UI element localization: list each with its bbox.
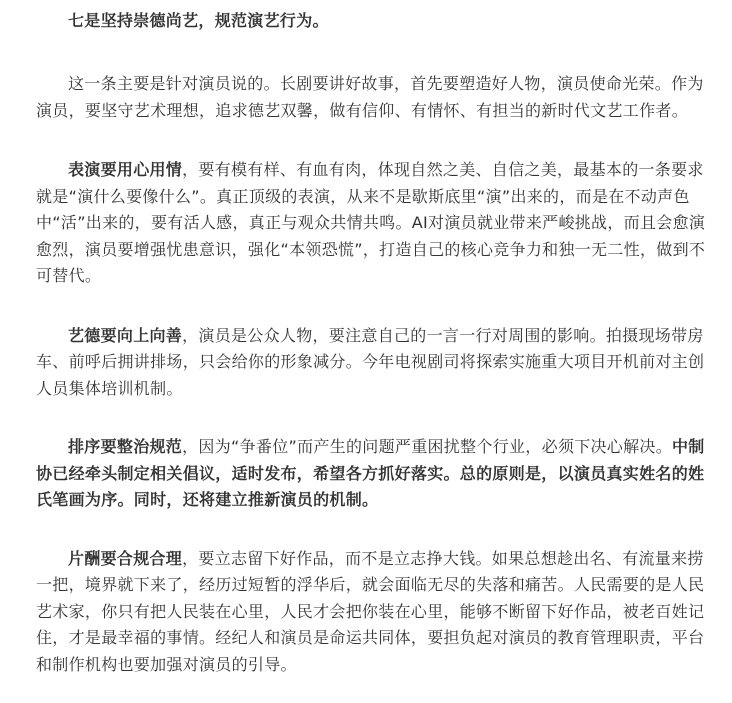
paragraph-text: ，要有模有样、有血有肉，体现自然之美、自信之美，最基本的一条要求就是“演什么要像什么”。真正顶级的表演，从来不是歇斯底里“演”出来的，而是在不动声色中“活”出来的，要有活人感，真正与观众共情共鸣。AI对演员就业带来严峻挑战，而且会愈演愈烈，演员要增强忧患意识，强化“本领恐慌”，打造自己的核心竞争力和独一无二性，做到不可替代。 <box>36 160 706 285</box>
paragraph-lead: 片酬要合规合理 <box>68 548 183 568</box>
paragraph-lead: 表演要用心用情 <box>68 160 183 179</box>
paragraph-text: ，演员是公众人物，要注意自己的一言一行对周围的影响。拍摄现场带房车、前呼后拥讲排场，只会给你的形象减分。今年电视剧司将探索实施重大项目开机前对主创人员集体培训机制。 <box>36 325 705 398</box>
paragraph-lead: 排序要整治规范 <box>68 437 183 456</box>
paragraph-artistic-ethics <box>36 323 712 403</box>
paragraph-acting-with-heart <box>36 157 712 290</box>
paragraph-billing-order <box>36 434 712 514</box>
section-heading: 七是坚持崇德尚艺，规范演艺行为。 <box>68 11 329 30</box>
paragraph-text: 这一条主要是针对演员说的。长剧要讲好故事，首先要塑造好人物，演员使命光荣。作为演员，要坚守艺术理想，追求德艺双馨，做有信仰、有情怀、有担当的新时代文艺工作者。 <box>36 74 704 120</box>
paragraph-bold-text: 中制协已经牵头制定相关倡议，适时发布，希望各方抓好落实。总的原则是，以演员真实姓名的姓氏笔画为序。同时，还将建立推新演员的机制。 <box>36 437 705 509</box>
paragraph-lead: 艺德要向上向善 <box>68 325 183 345</box>
paragraph-text: ，要立志留下好作品，而不是立志挣大钱。如果总想趁出名、有流量来捞一把，境界就下来了，经历过短暂的浮华后，就会面临无尽的失落和痛苦。人民需要的是人民艺术家，你只有把人民装在心里，人民才会把你装在心里，能够不断留下好作品，被老百姓记住，才是最幸福的事情。经纪人和演员是命运共同体，要担负起对演员的教育管理职责，平台和制作机构也要加强对演员的引导。 <box>36 548 705 674</box>
paragraph-remuneration <box>36 546 712 679</box>
paragraph-actor-mission <box>36 71 712 124</box>
article-body <box>0 8 732 703</box>
paragraph-text: ，因为“争番位”而产生的问题严重困扰整个行业，必须下决心解决。 <box>182 437 672 456</box>
